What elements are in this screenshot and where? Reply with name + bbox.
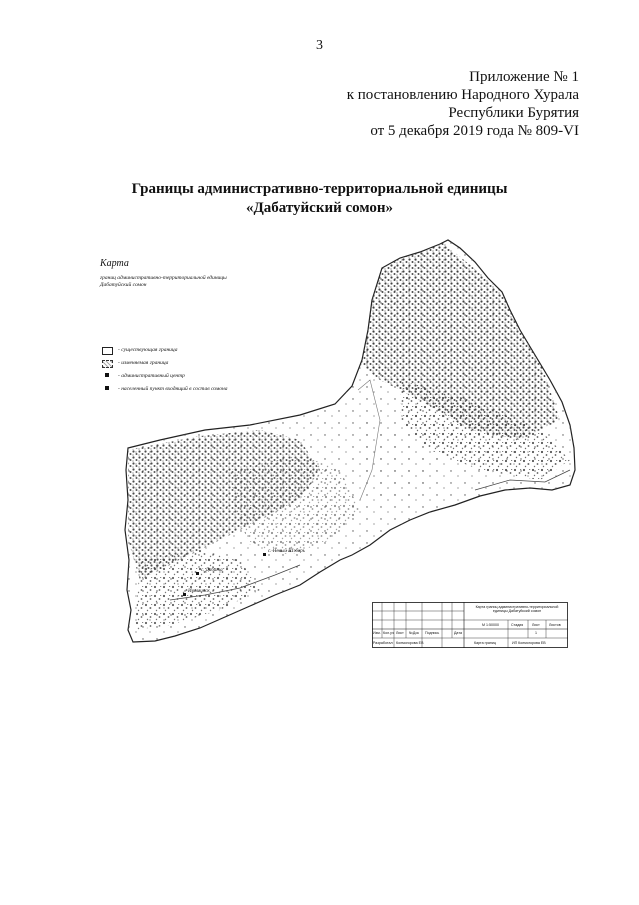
settlement-marker xyxy=(183,593,186,596)
title-block-cell: Разработал xyxy=(373,641,393,645)
hatched-box-icon xyxy=(102,360,113,368)
title-block-cell: Кол.уч xyxy=(383,631,394,635)
title-block-cell: Подпись xyxy=(425,631,440,635)
outline-box-icon xyxy=(102,347,113,355)
place-label: с. Дабата xyxy=(201,568,223,573)
title-block-cell: 1 xyxy=(535,631,537,635)
appendix-line: от 5 декабря 2019 года № 809-VI xyxy=(370,123,579,139)
place-label: Иволгинск xyxy=(188,589,210,594)
legend-item-label: - существующая граница xyxy=(118,347,178,353)
legend-subtitle xyxy=(100,275,270,289)
title-block-cell: М 1:50000 xyxy=(482,623,499,627)
title-block-cell: Стадия xyxy=(511,623,524,627)
title-line: «Дабатуйский сомон» xyxy=(245,200,394,216)
place-label: с. Новый Шэбэрь xyxy=(268,549,305,554)
settlement-marker xyxy=(263,553,266,556)
title-line: Границы административно-территориальной единицы xyxy=(131,181,508,197)
title-block-cell: Лист xyxy=(396,631,404,635)
legend-item-label: - административный центр xyxy=(118,373,185,379)
appendix-line: к постановлению Народного Хурала xyxy=(346,87,579,103)
title-block-cell: ИП Колмогорова ЕВ xyxy=(512,641,546,645)
terrain-texture xyxy=(120,230,580,650)
legend-subtitle-line: Дабатуйский сомон xyxy=(100,282,147,288)
title-block-cell: Изм. xyxy=(373,631,381,635)
page-number: 3 xyxy=(316,38,323,53)
legend-title: Карта xyxy=(100,258,129,269)
title-block-cell: Листов xyxy=(549,623,561,627)
legend-item-label: - населенный пункт входящий в состав сомона xyxy=(118,386,228,392)
admin-center-marker xyxy=(196,572,199,575)
title-block-cell: Карта границ xyxy=(474,641,496,645)
title-block-cell: №Док xyxy=(409,631,419,635)
title-block-header: Карта границ административно-территориальной единицы Дабатуйский сомон xyxy=(475,605,559,614)
legend-subtitle-line: границ административно-территориальной единицы xyxy=(100,275,227,281)
black-square-icon xyxy=(105,386,109,390)
title-block-cell: Колмогорова ЕВ xyxy=(396,641,424,645)
black-square-icon xyxy=(105,373,109,377)
title-block-cell: Лист xyxy=(532,623,540,627)
title-block xyxy=(372,602,568,648)
legend-item-label: - изменяемая граница xyxy=(118,360,169,366)
title-block-cell: Дата xyxy=(454,631,462,635)
appendix-line: Республики Бурятия xyxy=(448,105,579,121)
appendix-line: Приложение № 1 xyxy=(469,69,579,85)
map-legend xyxy=(100,258,270,392)
